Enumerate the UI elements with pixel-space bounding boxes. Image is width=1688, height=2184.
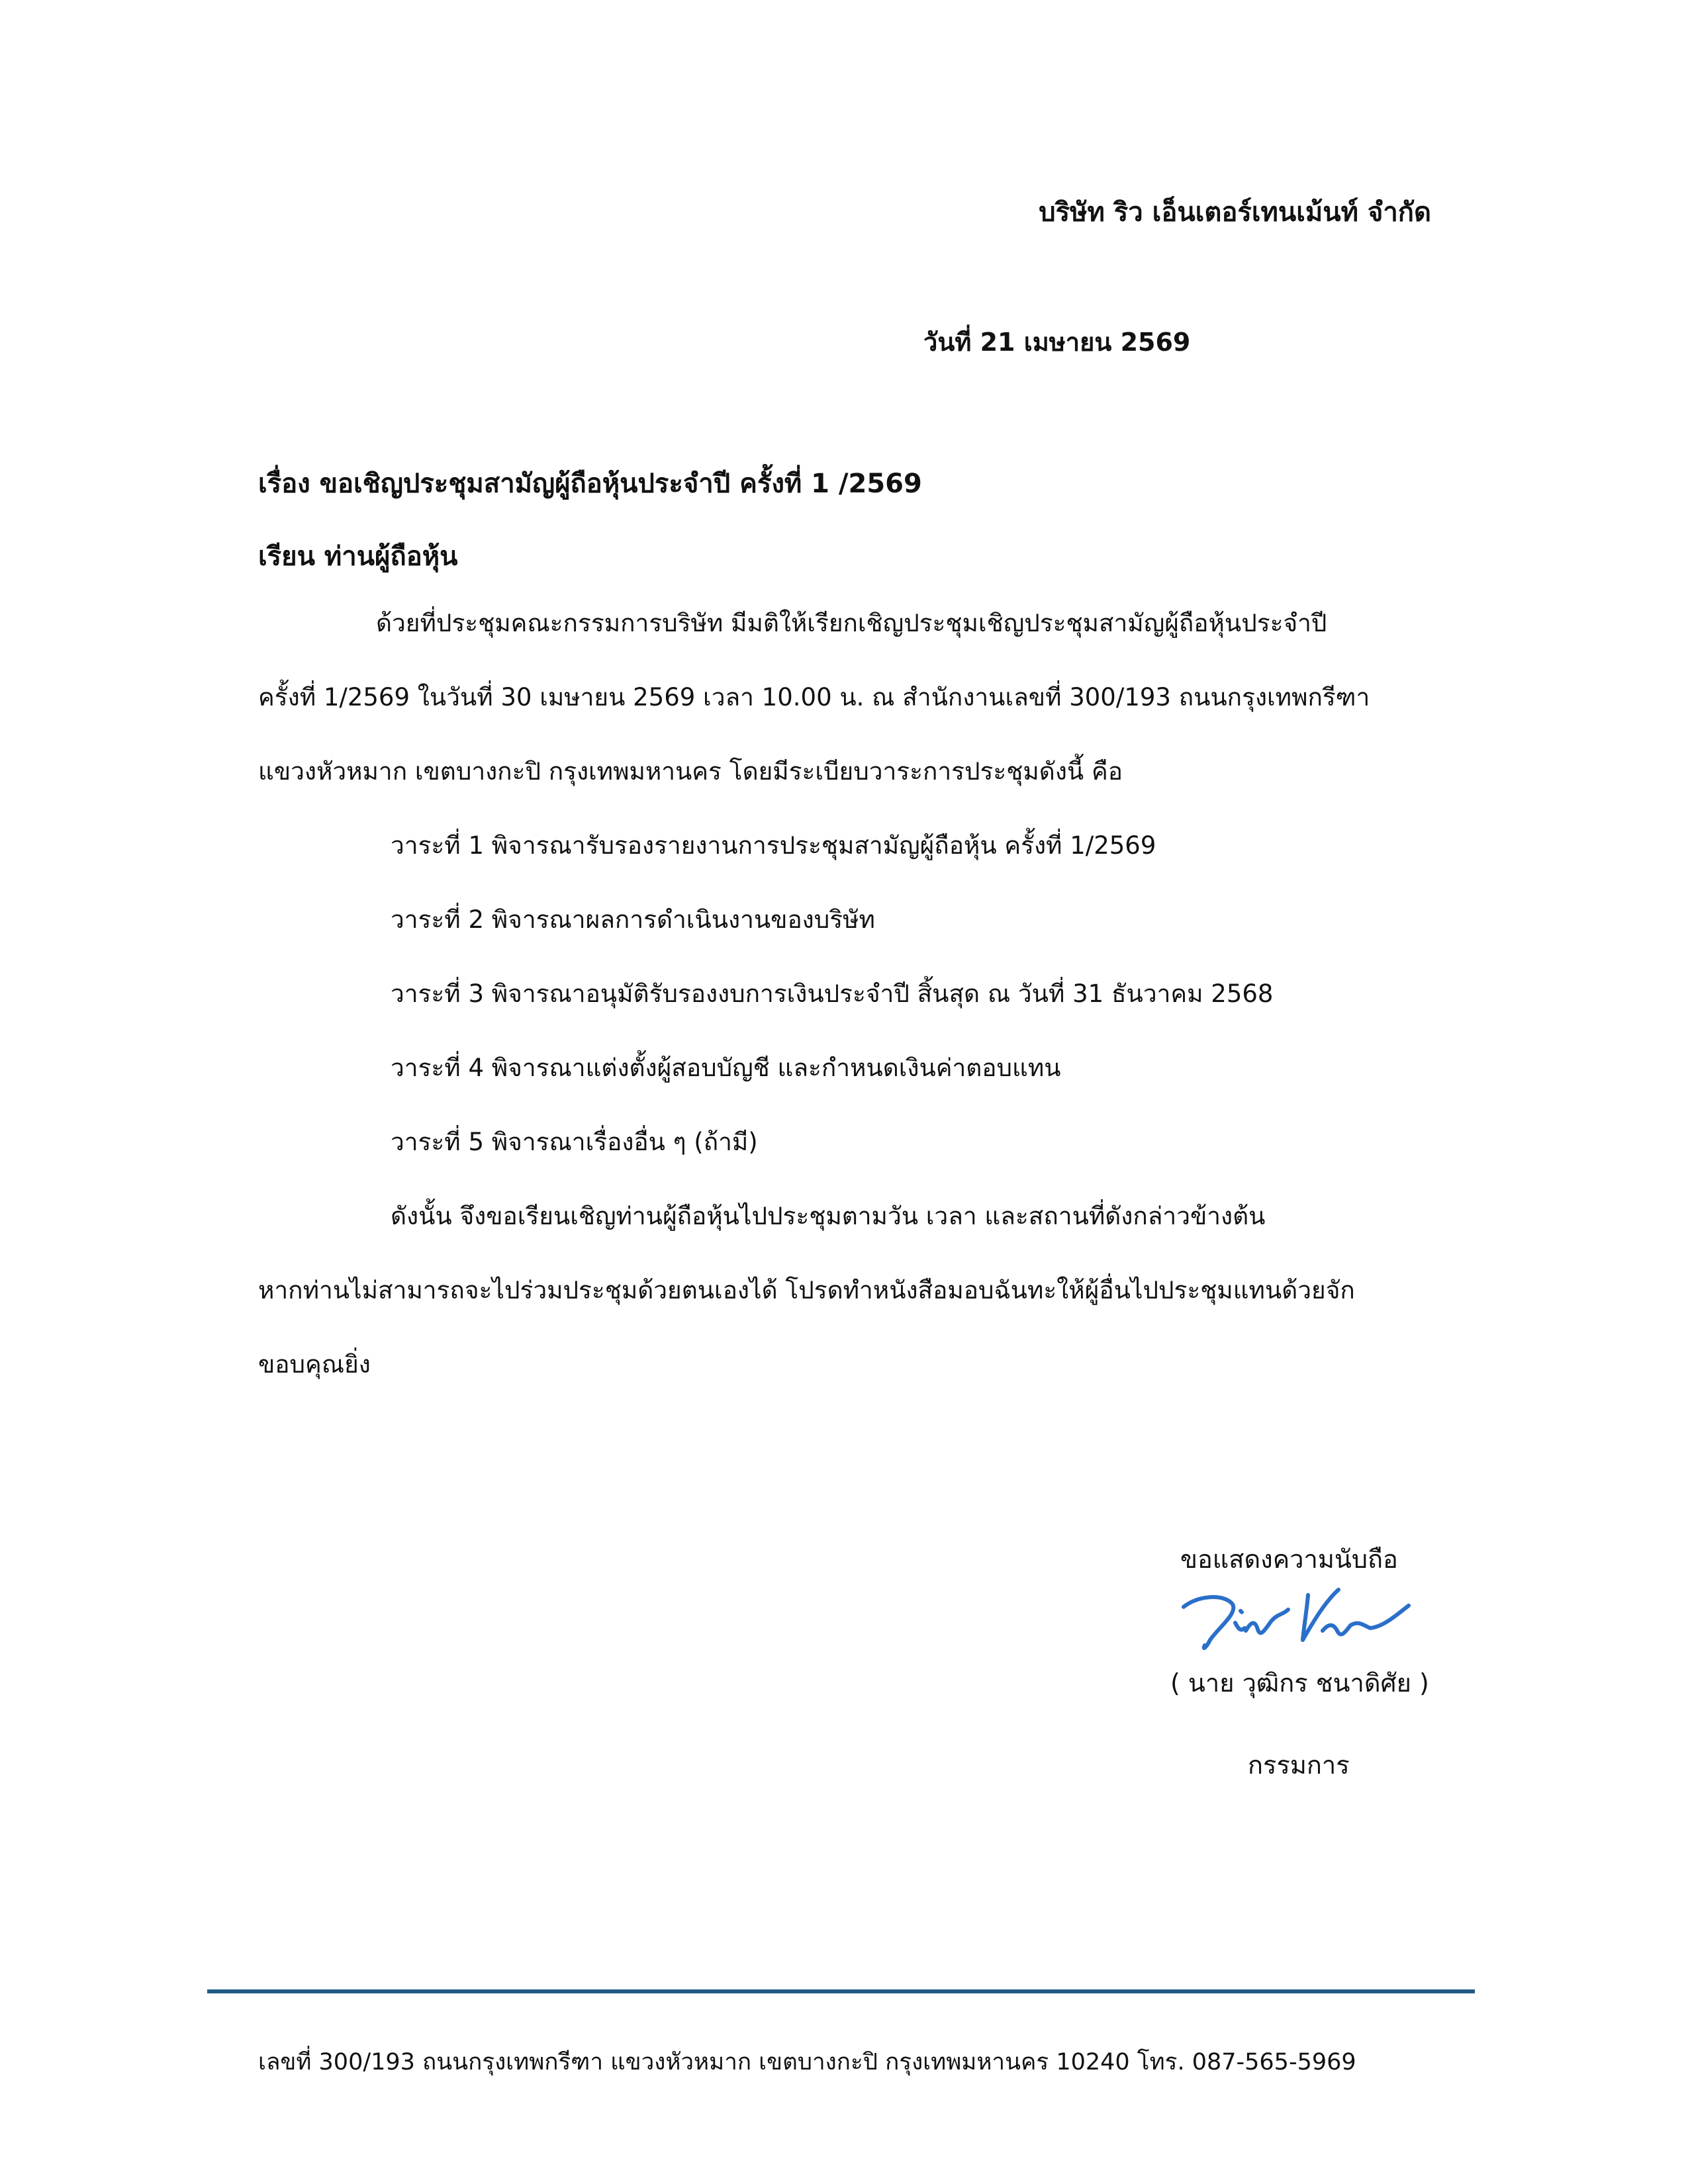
letter-salutation: เรียน ท่านผู้ถือหุ้น (258, 541, 458, 572)
agenda-item-3: วาระที่ 3 พิจารณาอนุมัติรับรองงบการเงินประจำปี สิ้นสุด ณ วันที่ 31 ธันวาคม 2568 (391, 979, 1274, 1008)
footer-address: เลขที่ 300/193 ถนนกรุงเทพกรีฑา แขวงหัวหมาก เขตบางกะปิ กรุงเทพมหานคร 10240 โทร. 087-565-5969 (258, 2049, 1356, 2075)
agenda-item-1: วาระที่ 1 พิจารณารับรองรายงานการประชุมสามัญผู้ถือหุ้น ครั้งที่ 1/2569 (391, 831, 1156, 860)
signatory-name: ( นาย วุฒิกร ชนาดิศัย ) (1170, 1668, 1429, 1698)
signoff: ขอแสดงความนับถือ (1180, 1545, 1398, 1574)
body-line-2: ครั้งที่ 1/2569 ในวันที่ 30 เมษายน 2569 เวลา 10.00 น. ณ สำนักงานเลขที่ 300/193 ถนนกรุงเทพกรีฑา (258, 683, 1370, 711)
agenda-item-4: วาระที่ 4 พิจารณาแต่งตั้งผู้สอบบัญชี และกำหนดเงินค่าตอบแทน (391, 1054, 1061, 1082)
agenda-item-5: วาระที่ 5 พิจารณาเรื่องอื่น ๆ (ถ้ามี) (391, 1128, 758, 1156)
handwritten-signature (1172, 1582, 1423, 1655)
company-name: บริษัท ริว เอ็นเตอร์เทนเม้นท์ จำกัด (1039, 197, 1431, 228)
letter-subject: เรื่อง ขอเชิญประชุมสามัญผู้ถือหุ้นประจำปี ครั้งที่ 1 /2569 (258, 469, 922, 499)
closing-line-2: หากท่านไม่สามารถจะไปร่วมประชุมด้วยตนเองได้ โปรดทำหนังสือมอบฉันทะให้ผู้อื่นไปประชุมแทนด้วยจัก (258, 1276, 1355, 1304)
footer-divider (207, 1989, 1475, 1993)
agenda-item-2: วาระที่ 2 พิจารณาผลการดำเนินงานของบริษัท (391, 905, 875, 934)
signatory-position: กรรมการ (1248, 1751, 1350, 1780)
closing-line-3: ขอบคุณยิ่ง (258, 1350, 371, 1379)
body-line-3: แขวงหัวหมาก เขตบางกะปิ กรุงเทพมหานคร โดยมีระเบียบวาระการประชุมดังนี้ คือ (258, 757, 1123, 786)
closing-line-1: ดังนั้น จึงขอเรียนเชิญท่านผู้ถือหุ้นไปประชุมตามวัน เวลา และสถานที่ดังกล่าวข้างต้น (391, 1202, 1266, 1230)
body-line-1: ด้วยที่ประชุมคณะกรรมการบริษัท มีมติให้เรียกเชิญประชุมเชิญประชุมสามัญผู้ถือหุ้นประจำปี (376, 609, 1327, 637)
letter-date: วันที่ 21 เมษายน 2569 (923, 328, 1191, 357)
